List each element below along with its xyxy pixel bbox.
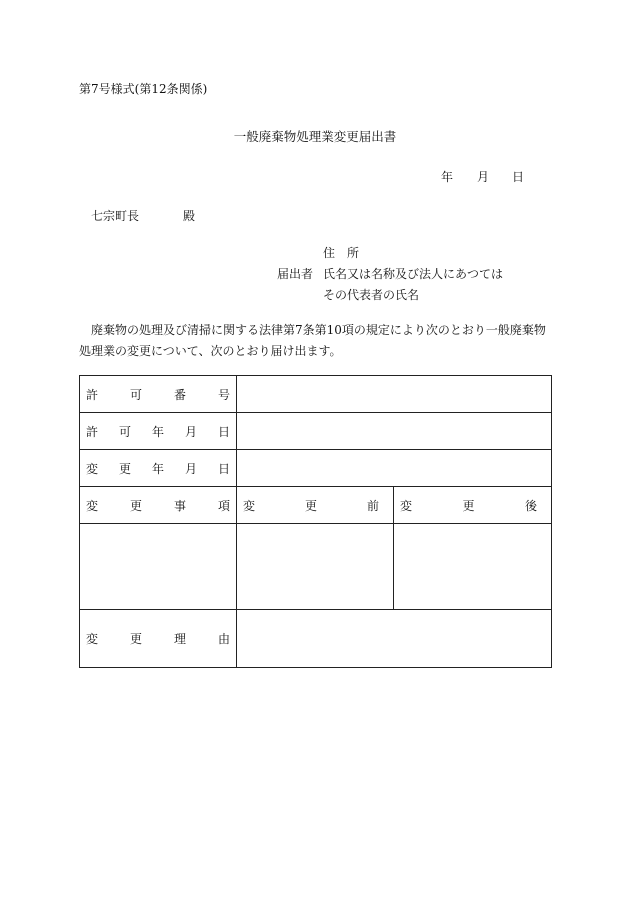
- date-year-label: 年: [441, 170, 454, 184]
- change-date-field[interactable]: [237, 450, 552, 487]
- applicant-name-label: 氏名又は名称及び法人にあつては: [323, 267, 504, 281]
- change-date-label: 変 更 年 月 日: [80, 450, 237, 487]
- after-change-header: 変 更 後: [394, 487, 552, 524]
- form-label: 第7号様式(第12条関係): [79, 82, 208, 96]
- change-reason-label: 変 更 理 由: [80, 610, 237, 668]
- document-title: 一般廃棄物処理業変更届出書: [233, 129, 397, 144]
- before-change-header: 変 更 前: [237, 487, 394, 524]
- permit-number-label: 許 可 番 号: [80, 376, 237, 413]
- change-form-table: [79, 375, 552, 668]
- permit-number-field[interactable]: [237, 376, 552, 413]
- after-change-field[interactable]: [394, 524, 552, 610]
- addressee-name: 七宗町長: [91, 209, 140, 223]
- body-text: 廃棄物の処理及び清掃に関する法律第7条第10項の規定により次のとおり一般廃棄物処理業の変更について、次のとおり届け出ます。: [79, 323, 546, 358]
- applicant-representative-label: その代表者の氏名: [323, 288, 420, 302]
- permit-date-label: 許 可 年 月 日: [80, 413, 237, 450]
- before-change-field[interactable]: [237, 524, 394, 610]
- change-reason-field[interactable]: [237, 610, 552, 668]
- change-item-field[interactable]: [80, 524, 237, 610]
- change-item-header: 変 更 事 項: [80, 487, 237, 524]
- addressee-suffix: 殿: [183, 209, 196, 223]
- applicant-label: 届出者: [277, 267, 314, 281]
- permit-date-field[interactable]: [237, 413, 552, 450]
- date-month-label: 月: [477, 170, 490, 184]
- applicant-address-label: 住 所: [323, 246, 360, 260]
- applicant-block: [277, 243, 503, 306]
- date-day-label: 日: [512, 170, 525, 184]
